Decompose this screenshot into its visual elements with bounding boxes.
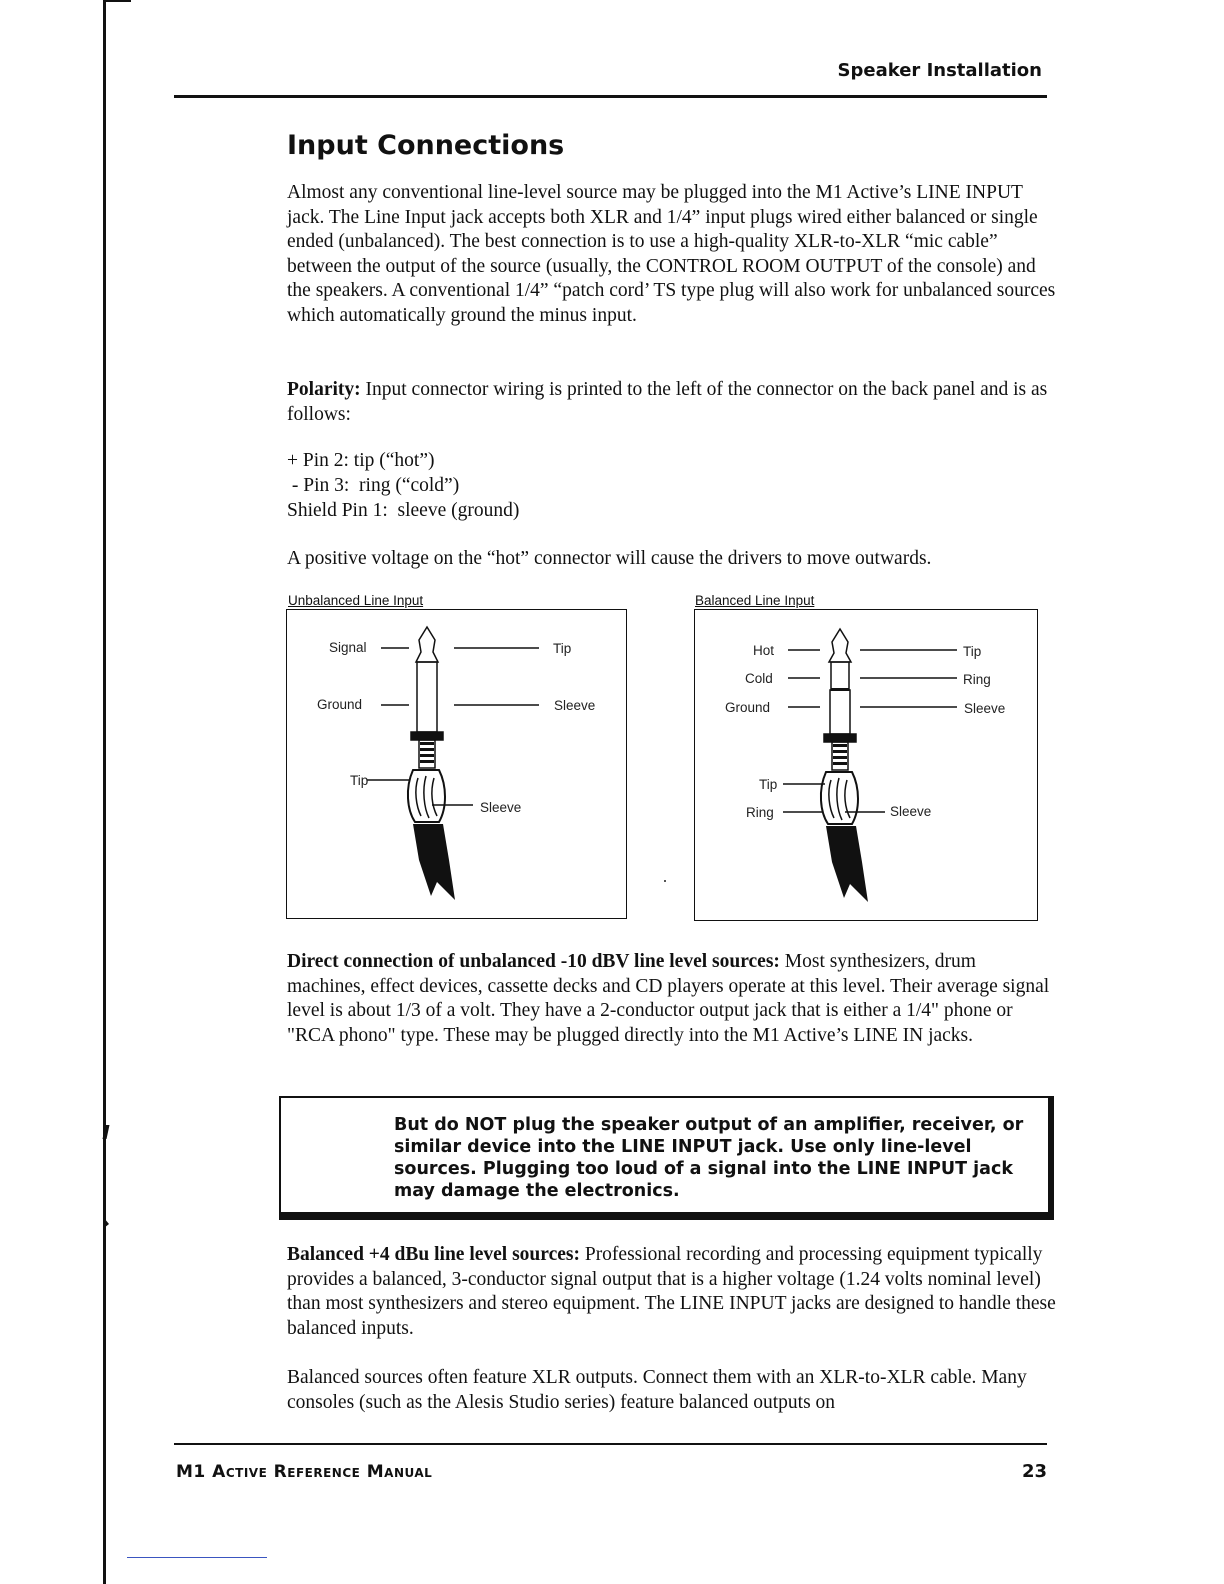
polarity-text: Input connector wiring is printed to the left of the connector on the back panel and is as follows: (287, 379, 1048, 425)
wire-detail (416, 776, 437, 818)
insulator-band (831, 688, 849, 691)
label-ring-lower: Ring (746, 805, 774, 820)
pin-item: Shield Pin 1: sleeve (ground) (287, 500, 520, 521)
figure-caption-balanced: Balanced Line Input (695, 593, 815, 608)
plug-tip (829, 629, 851, 662)
footer-title: M1 Active Reference Manual (176, 1462, 433, 1482)
intro-paragraph: Almost any conventional line-level source may be plugged into the M1 Active’s LINE INPUT jack. The Line Input jack accepts both XLR and 1/4” input plugs wired either balanced or single ended (unbalanced). The best connection is to use a high-quality XLR-to-XLR “mic cable” between the output of the source (usually, the CONTROL ROOM OUTPUT of the console) and the speakers. A conventional 1/4” “patch cord’ TS type plug will also work for unbalanced sources which automatically ground the minus input. (287, 182, 1056, 326)
grip-ridge (833, 756, 847, 759)
direct-connection-label: Direct connection of unbalanced -10 dBV line level sources: (287, 951, 780, 972)
polarity-label: Polarity: (287, 379, 361, 400)
scan-edge-left (103, 0, 106, 1584)
warning-text: But do NOT plug the speaker output of an amplifier, receiver, or similar device into the LINE INPUT jack. Use only line-level sources. Plugging too loud of a signal into the LINE INPUT jack may damage the electronics. (394, 1115, 1024, 1201)
label-ground: Ground (725, 700, 771, 715)
plug-tip (416, 627, 438, 662)
label-tip-lower: Tip (759, 777, 778, 792)
direct-connection-paragraph (287, 950, 1057, 1048)
plug-ring (831, 662, 849, 690)
cable (413, 824, 455, 900)
balanced-sources-paragraph (287, 1243, 1057, 1341)
balanced-sources-label: Balanced +4 dBu line level sources: (287, 1244, 580, 1265)
grip-ridge (420, 742, 434, 745)
grip-ridge (420, 760, 434, 763)
plug-collar (411, 732, 443, 740)
label-tip: Tip (963, 644, 982, 659)
pin-item: - Pin 3: ring (“cold”) (287, 475, 460, 496)
figure-unbalanced (286, 609, 627, 919)
label-sleeve: Sleeve (964, 701, 1006, 716)
section-title: Input Connections (287, 130, 565, 161)
header-rule (174, 95, 1047, 98)
label-tip: Tip (553, 641, 572, 656)
solder-cup (408, 770, 445, 822)
grip-ridge (420, 748, 434, 751)
scan-artifact-line (127, 1557, 267, 1558)
plug-sleeve (417, 662, 437, 732)
plug-collar (824, 734, 856, 742)
label-cold: Cold (745, 671, 773, 686)
positive-voltage-paragraph: A positive voltage on the “hot” connector will cause the drivers to move outwards. (287, 548, 932, 569)
warning-box (279, 1096, 1054, 1220)
grip-ridge (833, 744, 847, 747)
grip-ridge (833, 750, 847, 753)
wire-detail (829, 778, 850, 820)
grip-ridge (420, 754, 434, 757)
trs-plug-unbalanced-drawing (287, 610, 628, 920)
balanced-sources-text: Professional recording and processing equipment typically provides a balanced, 3-conductor signal output that is a higher voltage (1.24 volts nominal level) than most synthesizers and stereo equipment. The LINE INPUT jacks are designed to handle these balanced inputs. (287, 1244, 1056, 1339)
label-ring: Ring (963, 672, 991, 687)
xlr-paragraph: Balanced sources often feature XLR outputs. Connect them with an XLR-to-XLR cable. Many consoles (such as the Alesis Studio series) feature balanced outputs on (287, 1367, 1027, 1413)
label-sleeve-lower: Sleeve (890, 804, 932, 819)
polarity-paragraph (287, 378, 1057, 427)
direct-connection-text: Most synthesizers, drum machines, effect devices, cassette decks and CD players operate at this level. Their average signal level is about 1/3 of a volt. They have a 2-conductor output jack that is either a 1/4" phone or "RCA phono" type. These may be plugged directly into the M1 Active’s LINE IN jacks. (287, 951, 1050, 1046)
label-tip-lower: Tip (350, 773, 369, 788)
pin-list (287, 448, 519, 523)
label-ground: Ground (317, 697, 363, 712)
scan-mark (104, 1218, 109, 1228)
scan-speck (664, 880, 666, 882)
label-hot: Hot (753, 643, 775, 658)
footer-rule (174, 1443, 1047, 1445)
scan-edge-top (103, 0, 131, 2)
grip-ridge (833, 762, 847, 765)
label-sleeve-lower: Sleeve (480, 800, 522, 815)
label-signal: Signal (329, 640, 367, 655)
running-head: Speaker Installation (837, 60, 1042, 81)
pin-item: + Pin 2: tip (“hot”) (287, 450, 435, 471)
solder-cup (821, 772, 858, 824)
cable (826, 826, 868, 902)
page-number: 23 (1021, 1461, 1047, 1482)
plug-sleeve (830, 690, 850, 734)
label-sleeve: Sleeve (554, 698, 596, 713)
trs-plug-balanced-drawing (695, 610, 1039, 922)
figure-caption-unbalanced: Unbalanced Line Input (288, 593, 424, 608)
figure-balanced (694, 609, 1038, 921)
